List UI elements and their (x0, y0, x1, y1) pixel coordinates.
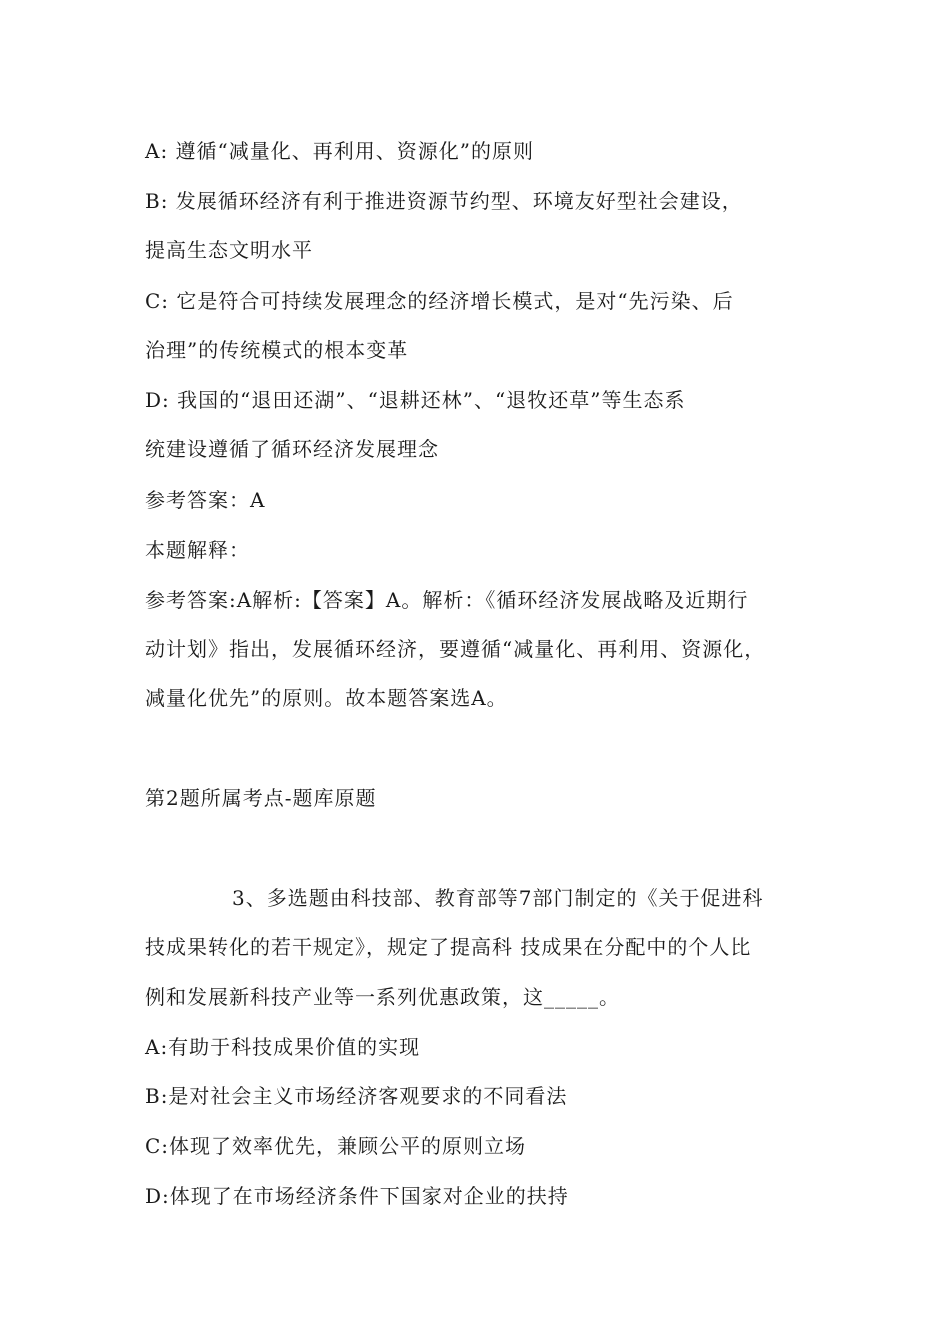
q1-option-d-line2: 统建设遵循了循环经济发展理念 (145, 437, 439, 461)
q3-option-a: A:有助于科技成果价值的实现 (145, 1035, 421, 1059)
q1-option-b-line2: 提高生态文明水平 (145, 238, 313, 262)
q1-option-a: A: 遵循“减量化、再利用、资源化”的原则 (145, 139, 534, 163)
q3-stem-line1: 3、多选题由科技部、教育部等7部门制定的《关于促进科 (232, 886, 764, 910)
q1-option-b-line1: B: 发展循环经济有利于推进资源节约型、环境友好型社会建设， (145, 189, 743, 213)
q1-option-d-line1: D: 我国的“退田还湖”、“退耕还林”、“退牧还草”等生态系 (145, 388, 686, 412)
q1-option-c-line1: C: 它是符合可持续发展理念的经济增长模式，是对“先污染、后 (145, 289, 734, 313)
q3-stem-line2: 技成果转化的若干规定》，规定了提高科 技成果在分配中的个人比 (145, 935, 752, 959)
q1-explanation-line1: 参考答案:A解析:【答案】A。解析：《循环经济发展战略及近期行 (145, 588, 749, 612)
q1-explanation-label: 本题解释： (145, 538, 250, 562)
q3-option-b: B:是对社会主义市场经济客观要求的不同看法 (145, 1084, 568, 1108)
q1-explanation-line2: 动计划》指出，发展循环经济，要遵循“减量化、再利用、资源化， (145, 637, 766, 661)
q3-stem-line3: 例和发展新科技产业等一系列优惠政策，这_____。 (145, 985, 620, 1009)
q3-option-c: C:体现了效率优先，兼顾公平的原则立场 (145, 1134, 527, 1158)
q3-option-d: D:体现了在市场经济条件下国家对企业的扶持 (145, 1184, 569, 1208)
q1-answer: 参考答案：A (145, 488, 266, 512)
q1-explanation-line3: 减量化优先”的原则。故本题答案选A。 (145, 686, 508, 710)
q2-knowledge-point: 第2题所属考点-题库原题 (145, 786, 377, 810)
q1-option-c-line2: 治理”的传统模式的根本变革 (145, 338, 409, 362)
